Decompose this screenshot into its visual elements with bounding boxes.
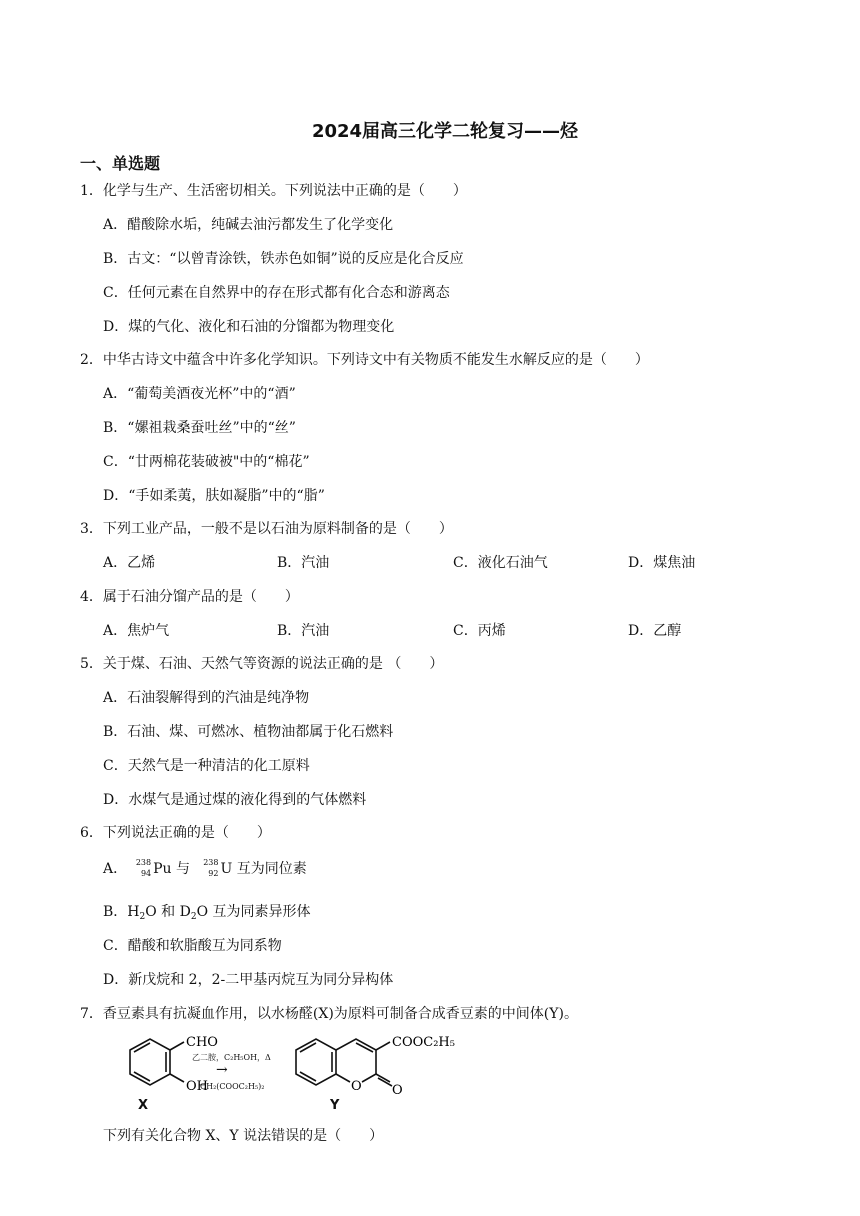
label-y: Y bbox=[330, 1098, 340, 1113]
question-6-option-b bbox=[103, 901, 311, 922]
question-3-option-b: B．汽油 bbox=[277, 555, 330, 571]
question-4-option-b: B．汽油 bbox=[277, 623, 330, 639]
question-7-follow-up: 下列有关化合物 X、Y 说法错误的是（ ） bbox=[103, 1128, 384, 1144]
text-part: B．H bbox=[103, 904, 140, 920]
cho-group: CHO bbox=[186, 1035, 218, 1050]
oh-group: OH bbox=[186, 1079, 208, 1094]
label-x: X bbox=[138, 1098, 149, 1113]
question-6-option-c: C．醋酸和软脂酸互为同系物 bbox=[103, 938, 282, 954]
question-5-option-d: D．水煤气是通过煤的液化得到的气体燃料 bbox=[103, 792, 367, 808]
reaction-scheme bbox=[100, 1030, 460, 1120]
ring-oxygen: O bbox=[351, 1079, 362, 1094]
symbol-pu: Pu bbox=[153, 861, 172, 877]
page-title: 2024届高三化学二轮复习——烃 bbox=[311, 121, 579, 142]
carbonyl-oxygen: O bbox=[392, 1083, 403, 1098]
subscript: 2 bbox=[190, 912, 197, 922]
connector-text: 与 bbox=[171, 861, 195, 877]
question-2-option-a: A．“葡萄美酒夜光杯”中的“酒” bbox=[103, 386, 296, 402]
question-5-option-a: A．石油裂解得到的汽油是纯净物 bbox=[103, 690, 310, 706]
section-heading: 一、单选题 bbox=[80, 154, 161, 173]
atomic-number: 94 bbox=[140, 869, 152, 878]
question-7-stem: 7．香豆素具有抗凝血作用，以水杨醛(X)为原料可制备合成香豆素的中间体(Y)。 bbox=[80, 1006, 578, 1022]
question-6-stem: 6．下列说法正确的是（ ） bbox=[80, 825, 271, 841]
mass-number: 238 bbox=[135, 858, 152, 867]
structure-y-rings bbox=[296, 1039, 392, 1086]
symbol-u: U bbox=[220, 861, 233, 877]
question-4-option-c: C．丙烯 bbox=[453, 623, 506, 639]
question-4-option-a: A．焦炉气 bbox=[103, 623, 170, 639]
question-3-option-c: C．液化石油气 bbox=[453, 555, 548, 571]
isotope-notation-u bbox=[194, 859, 220, 879]
option-a-suffix: 互为同位素 bbox=[232, 861, 307, 877]
text-part: O 和 D bbox=[145, 904, 191, 920]
question-3-option-a: A．乙烯 bbox=[103, 555, 156, 571]
subscript: 2 bbox=[139, 912, 146, 922]
question-3-option-d: D．煤焦油 bbox=[628, 555, 696, 571]
question-1-option-b: B．古文：“以曾青涂铁，铁赤色如铜”说的反应是化合反应 bbox=[103, 251, 464, 267]
question-5-option-c: C．天然气是一种清洁的化工原料 bbox=[103, 758, 310, 774]
structure-x-ring bbox=[130, 1039, 184, 1085]
option-a-prefix: A． bbox=[103, 861, 128, 877]
question-1-stem: 1．化学与生产、生活密切相关。下列说法中正确的是（ ） bbox=[80, 183, 467, 199]
reaction-condition-top: 乙二胺，C₂H₅OH，Δ bbox=[192, 1053, 271, 1062]
question-1-option-a: A．醋酸除水垢，纯碱去油污都发生了化学变化 bbox=[103, 217, 394, 233]
mass-number: 238 bbox=[203, 858, 219, 867]
reaction-condition-bottom: CH₂(COOC₂H₅)₂ bbox=[200, 1082, 265, 1091]
question-4-option-d: D．乙醇 bbox=[628, 623, 682, 639]
atomic-number: 92 bbox=[208, 869, 219, 878]
question-2-stem: 2．中华古诗文中蕴含中许多化学知识。下列诗文中有关物质不能发生水解反应的是（ ） bbox=[80, 352, 649, 368]
question-6-option-a bbox=[103, 858, 307, 879]
question-1-option-c: C．任何元素在自然界中的存在形式都有化合态和游离态 bbox=[103, 285, 450, 301]
question-2-option-b: B．“嫘祖栽桑蚕吐丝”中的“丝” bbox=[103, 420, 296, 436]
reaction-arrow-icon: → bbox=[216, 1062, 228, 1078]
isotope-notation-pu bbox=[127, 859, 153, 879]
question-5-stem: 5．关于煤、石油、天然气等资源的说法正确的是 （ ） bbox=[80, 656, 444, 672]
question-6-option-d: D．新戊烷和 2，2-二甲基丙烷互为同分异构体 bbox=[103, 972, 394, 988]
question-2-option-d: D．“手如柔荑，肤如凝脂”中的“脂” bbox=[103, 488, 325, 504]
question-5-option-b: B．石油、煤、可燃冰、植物油都属于化石燃料 bbox=[103, 724, 394, 740]
question-3-stem: 3．下列工业产品，一般不是以石油为原料制备的是（ ） bbox=[80, 521, 453, 537]
question-2-option-c: C．“廿两棉花装破被"中的“棉花” bbox=[103, 454, 310, 470]
question-1-option-d: D．煤的气化、液化和石油的分馏都为物理变化 bbox=[103, 319, 395, 335]
ester-group: COOC₂H₅ bbox=[392, 1035, 455, 1050]
text-part: O 互为同素异形体 bbox=[196, 904, 311, 920]
question-4-stem: 4．属于石油分馏产品的是（ ） bbox=[80, 589, 299, 605]
